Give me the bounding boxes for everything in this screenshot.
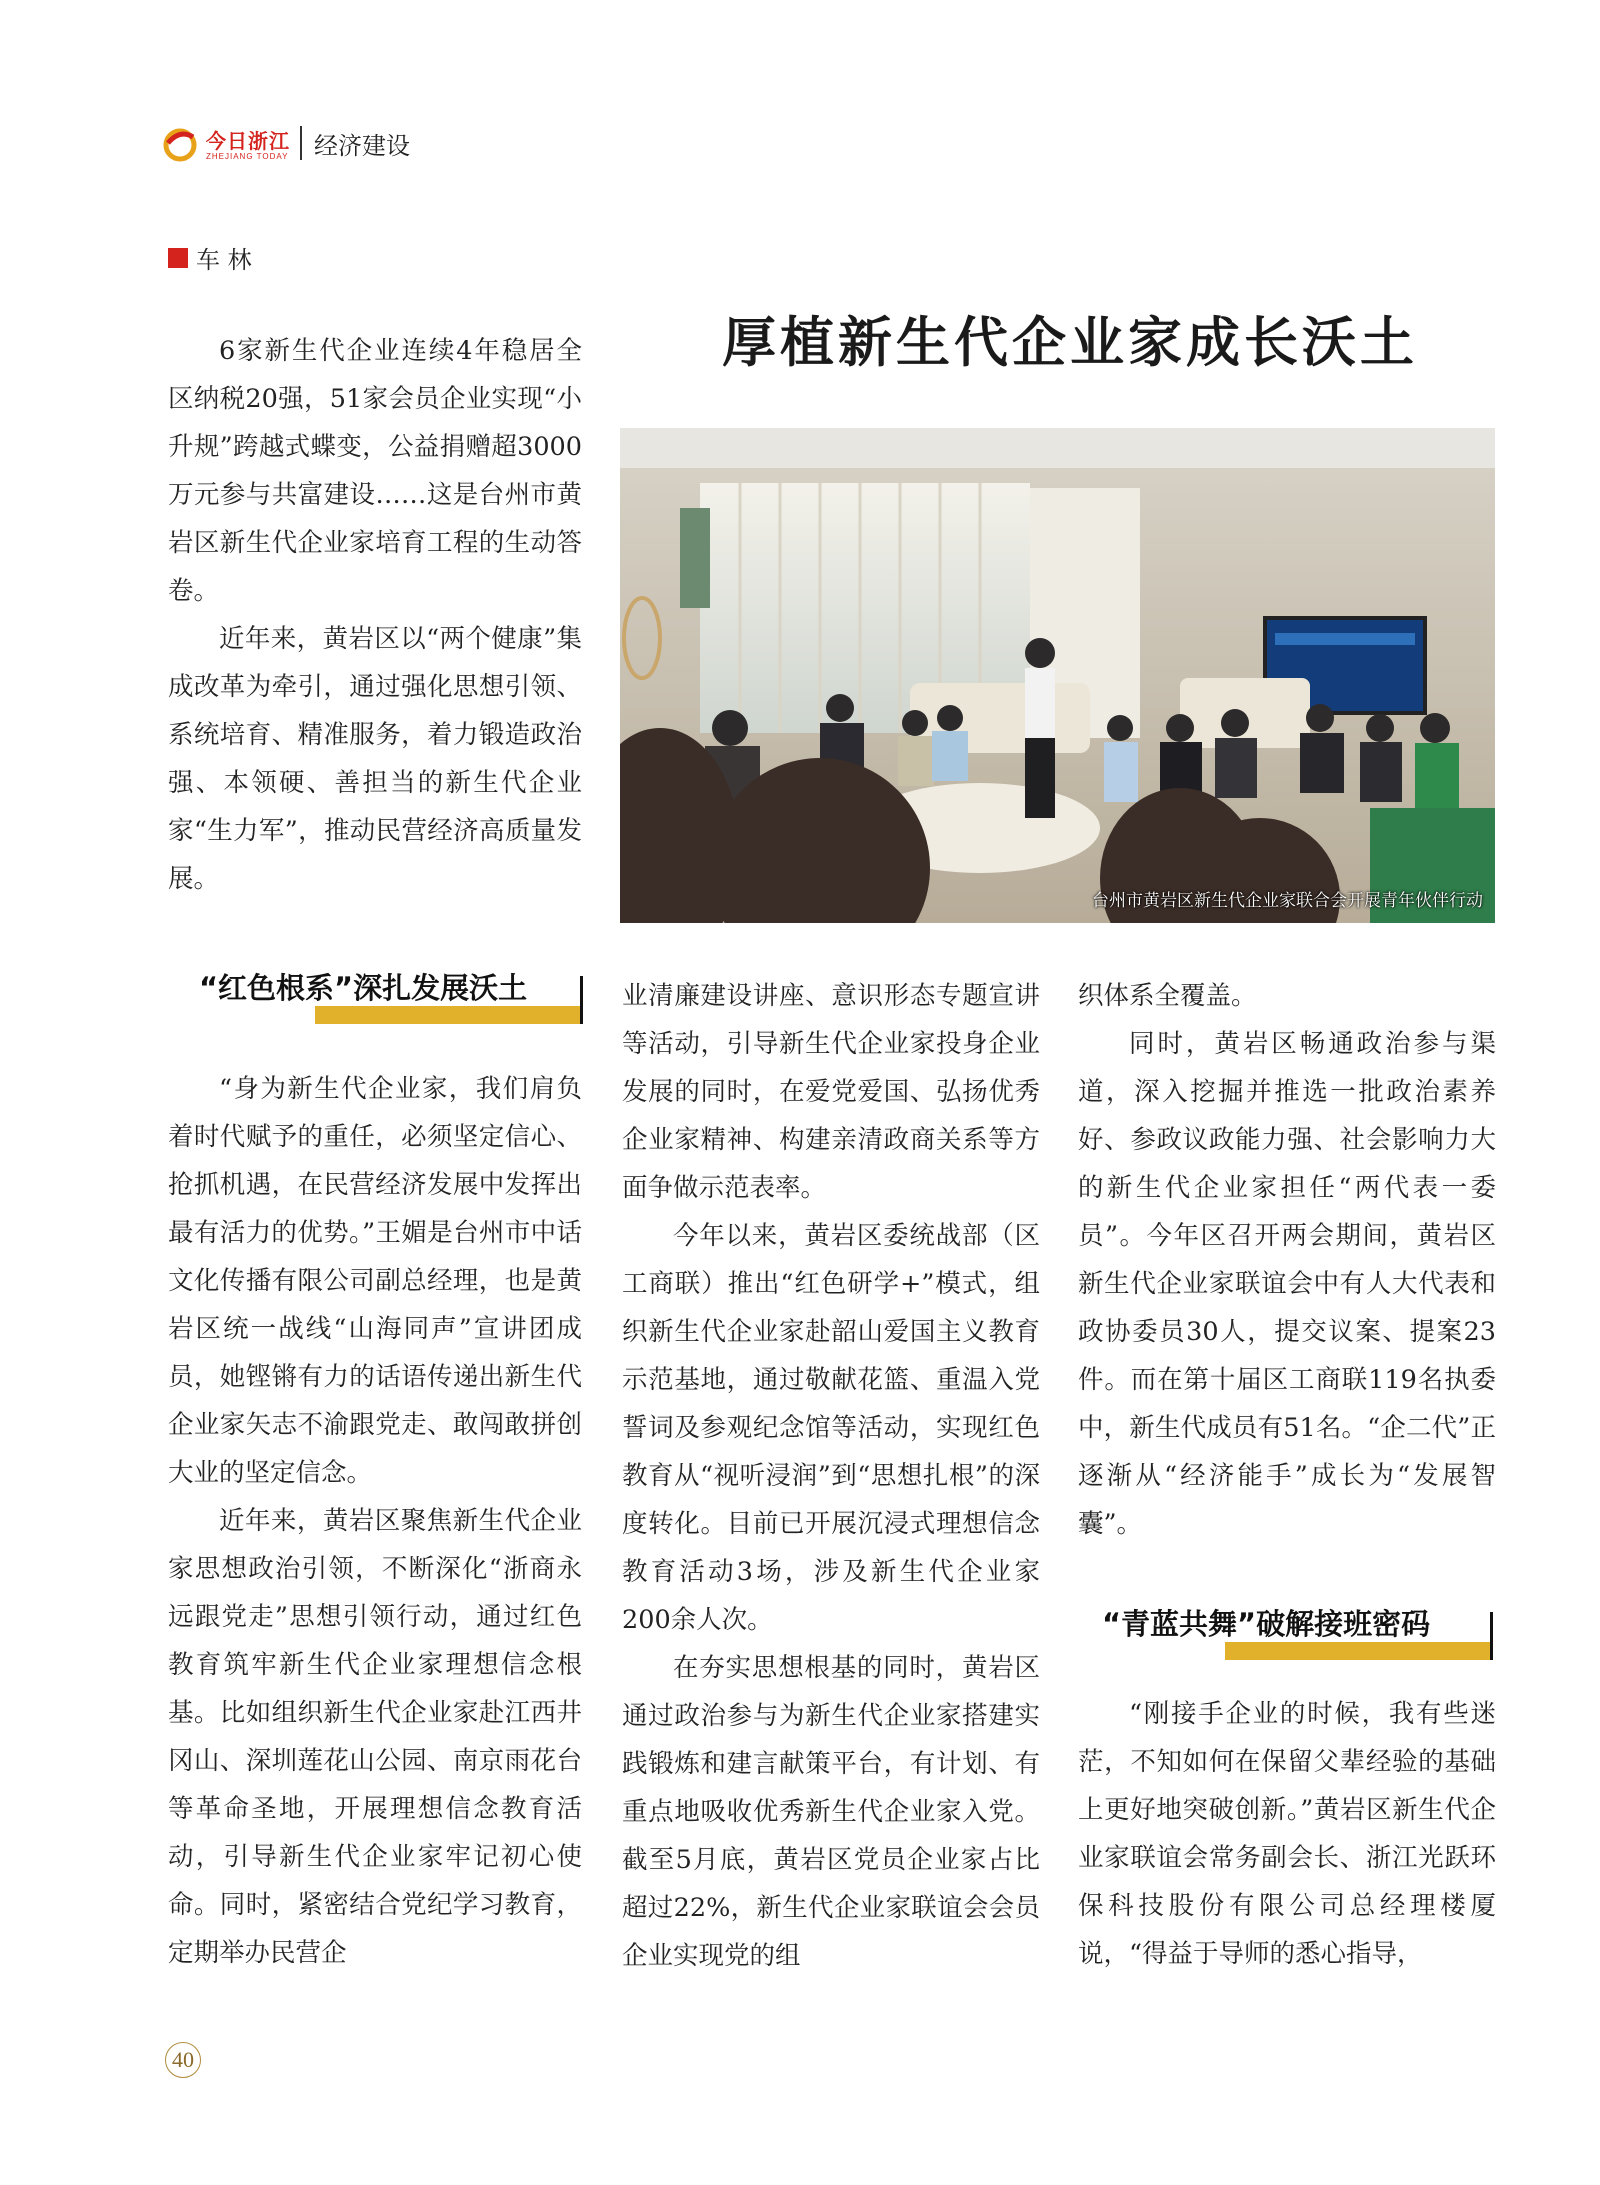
page-number: 40 bbox=[165, 2042, 201, 2078]
byline bbox=[168, 240, 252, 275]
subhead-text: “青蓝共舞”破解接班密码 bbox=[1102, 1607, 1431, 1641]
subhead-rule bbox=[580, 976, 583, 1024]
masthead bbox=[160, 118, 410, 168]
logo-wordmark bbox=[206, 125, 290, 161]
subhead-bar bbox=[1225, 1642, 1490, 1660]
body-paragraph: “刚接手企业的时候，我有些迷茫，不知如何在保留父辈经验的基础上更好地突破创新。”黄岩区新生代企业家联谊会常务副会长、浙江光跃环保科技股份有限公司总经理楼厦说，“得益于导师的悉心指导， bbox=[1078, 1699, 1496, 1969]
body-paragraph: “身为新生代企业家，我们肩负着时代赋予的重任，必须坚定信心、抢抓机遇，在民营经济发展中发挥出最有活力的优势。”王媚是台州市中话文化传播有限公司副总经理，也是黄岩区统一战线“山海同声”宣讲团成员，她铿锵有力的话语传递出新生代企业家矢志不渝跟党走、敢闯敢拼创大业的坚定信念。 bbox=[168, 1074, 582, 1488]
logo-text: 今日浙江 bbox=[206, 129, 290, 153]
body-paragraph: 近年来，黄岩区聚焦新生代企业家思想政治引领，不断深化“浙商永远跟党走”思想引领行动，通过红色教育筑牢新生代企业家理想信念根基。比如组织新生代企业家赴江西井冈山、深圳莲花山公园、南京雨花台等革命圣地，开展理想信念教育活动，引导新生代企业家牢记初心使命。同时，紧密结合党纪学习教育，定期举办民营企 bbox=[168, 1506, 582, 1968]
subhead-text: “红色根系”深扎发展沃土 bbox=[199, 971, 528, 1005]
body-paragraph: 同时，黄岩区畅通政治参与渠道，深入挖掘并推选一批政治素养好、参政议政能力强、社会影响力大的新生代企业家担任“两代表一委员”。今年区召开两会期间，黄岩区新生代企业家联谊会中有人大代表和政协委员30人，提交议案、提案23件。而在第十届区工商联119名执委中，新生代成员有51名。“企二代”正逐渐从“经济能手”成长为“发展智囊”。 bbox=[1078, 1029, 1496, 1539]
body-paragraph: 在夯实思想根基的同时，黄岩区通过政治参与为新生代企业家搭建实践锻炼和建言献策平台，有计划、有重点地吸收优秀新生代企业家入党。截至5月底，黄岩区党员企业家占比超过22%，新生代企业家联谊会会员企业实现党的组 bbox=[622, 1653, 1040, 1971]
author-name: 车 林 bbox=[196, 246, 252, 274]
intro-paragraph: 6家新生代企业连续4年稳居全区纳税20强，51家会员企业实现“小升规”跨越式蝶变，公益捐赠超3000万元参与共富建设……这是台州市黄岩区新生代企业家培育工程的生动答卷。 bbox=[168, 336, 582, 606]
logo-subtext: ZHEJIANG TODAY bbox=[206, 152, 289, 161]
byline-marker-icon bbox=[168, 248, 188, 268]
subhead-bar bbox=[315, 1006, 580, 1024]
column-2 bbox=[622, 972, 1040, 1980]
logo-icon bbox=[160, 123, 200, 163]
intro-text bbox=[168, 327, 582, 903]
subhead-red-roots bbox=[195, 960, 587, 1028]
column-3-lower bbox=[1078, 1690, 1496, 1978]
subhead-blue-green bbox=[1100, 1598, 1500, 1666]
subhead-rule bbox=[1490, 1612, 1493, 1660]
header-divider bbox=[300, 126, 302, 160]
intro-paragraph: 近年来，黄岩区以“两个健康”集成改革为牵引，通过强化思想引领、系统培育、精准服务，着力锻造政治强、本领硬、善担当的新生代企业家“生力军”，推动民营经济高质量发展。 bbox=[168, 624, 582, 894]
body-paragraph-continued: 业清廉建设讲座、意识形态专题宣讲等活动，引导新生代企业家投身企业发展的同时，在爱党爱国、弘扬优秀企业家精神、构建亲清政商关系等方面争做示范表率。 bbox=[622, 981, 1040, 1203]
section-name: 经济建设 bbox=[314, 131, 410, 160]
article-photo bbox=[620, 428, 1495, 923]
body-paragraph-continued: 织体系全覆盖。 bbox=[1078, 981, 1257, 1011]
body-paragraph: 今年以来，黄岩区委统战部（区工商联）推出“红色研学+”模式，组织新生代企业家赴韶山爱国主义教育示范基地，通过敬献花篮、重温入党誓词及参观纪念馆等活动，实现红色教育从“视听浸润”到“思想扎根”的深度转化。目前已开展沉浸式理想信念教育活动3场，涉及新生代企业家200余人次。 bbox=[622, 1221, 1040, 1635]
photo-caption: 台州市黄岩区新生代企业家联合会开展青年伙伴行动 bbox=[1092, 891, 1483, 911]
photo-illustration bbox=[620, 428, 1495, 923]
column-3 bbox=[1078, 972, 1496, 1548]
column-1 bbox=[168, 1065, 582, 1977]
article-title: 厚植新生代企业家成长沃土 bbox=[722, 310, 1418, 374]
